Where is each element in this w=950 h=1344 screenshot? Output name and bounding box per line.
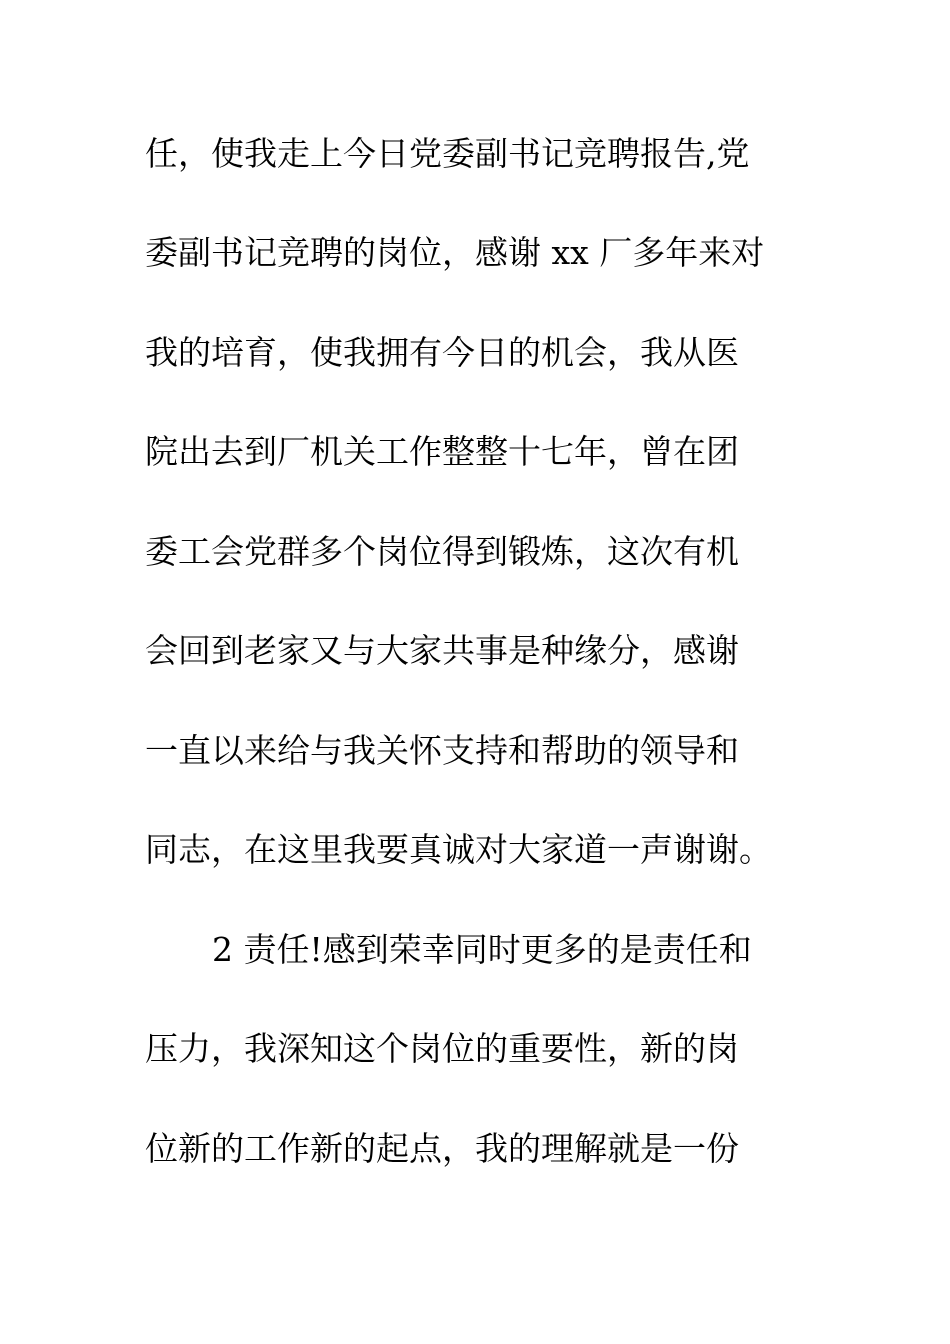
paragraph-line: 会回到老家又与大家共事是种缘分，感谢 [145, 631, 739, 670]
paragraph-line: 位新的工作新的起点，我的理解就是一份 [145, 1129, 739, 1168]
paragraph-line: 压力，我深知这个岗位的重要性，新的岗 [145, 1029, 739, 1068]
paragraph-line: 一直以来给与我关怀支持和帮助的领导和 [145, 731, 739, 770]
paragraph-line: 委工会党群多个岗位得到锻炼，这次有机 [145, 532, 739, 571]
paragraph-line: 委副书记竞聘的岗位，感谢 xx 厂多年来对 [145, 233, 765, 272]
paragraph-line: 任，使我走上今日党委副书记竞聘报告,党 [145, 134, 750, 173]
paragraph-line: 同志，在这里我要真诚对大家道一声谢谢。 [145, 830, 772, 869]
paragraph-line-indented: 2 责任!感到荣幸同时更多的是责任和 [212, 930, 752, 969]
paragraph-line: 院出去到厂机关工作整整十七年，曾在团 [145, 432, 739, 471]
paragraph-line: 我的培育，使我拥有今日的机会，我从医 [145, 333, 739, 372]
